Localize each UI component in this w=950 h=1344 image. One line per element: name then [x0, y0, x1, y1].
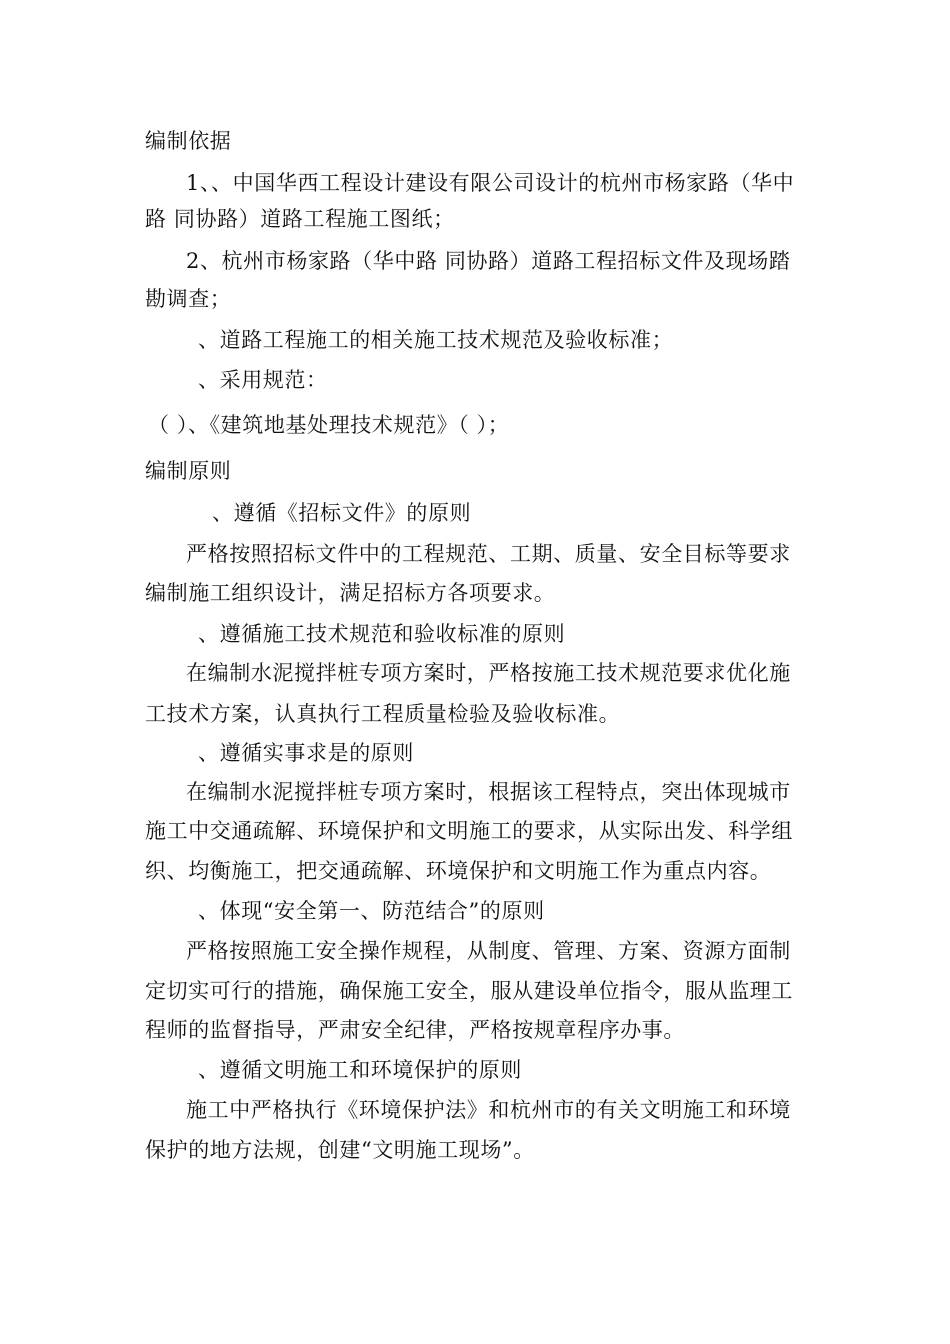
basis-item-4: 、采用规范：	[198, 368, 328, 392]
principle-1-text-line-2: 编制施工组织设计，满足招标方各项要求。	[145, 581, 556, 605]
principle-2-text-line-1: 在编制水泥搅拌桩专项方案时，严格按施工技术规范要求优化施	[186, 661, 791, 685]
principle-1-text-line-1: 严格按照招标文件中的工程规范、工期、质量、安全目标等要求	[186, 542, 791, 566]
principle-3-heading: 、遵循实事求是的原则	[198, 741, 414, 765]
principle-3-text-line-1: 在编制水泥搅拌桩专项方案时，根据该工程特点，突出体现城市	[186, 780, 791, 804]
basis-item-2-line-2: 勘调查；	[145, 287, 232, 311]
section-heading-principles: 编制原则	[145, 459, 232, 483]
principle-3-text-line-2: 施工中交通疏解、环境保护和文明施工的要求，从实际出发、科学组	[145, 819, 793, 843]
principle-5-heading: 、遵循文明施工和环境保护的原则	[198, 1058, 522, 1082]
section-heading-basis: 编制依据	[145, 129, 232, 153]
principle-2-heading: 、遵循施工技术规范和验收标准的原则	[198, 622, 566, 646]
principle-4-heading: 、体现“安全第一、防范结合”的原则	[198, 899, 545, 923]
basis-item-1-line-1: 1、、中国华西工程设计建设有限公司设计的杭州市杨家路（华中	[186, 171, 795, 195]
principle-5-text-line-2: 保护的地方法规，创建“文明施工现场”。	[145, 1138, 535, 1162]
principle-1-heading: 、遵循《招标文件》的原则	[212, 501, 472, 525]
principle-3-text-line-3: 织、均衡施工，把交通疏解、环境保护和文明施工作为重点内容。	[145, 859, 772, 883]
basis-item-1-line-2: 路 同协路）道路工程施工图纸；	[145, 207, 455, 231]
principle-4-text-line-3: 程师的监督指导，严肃安全纪律，严格按规章程序办事。	[145, 1018, 685, 1042]
principle-4-text-line-1: 严格按照施工安全操作规程，从制度、管理、方案、资源方面制	[186, 939, 791, 963]
principle-4-text-line-2: 定切实可行的措施，确保施工安全，服从建设单位指令，服从监理工	[145, 979, 793, 1003]
basis-item-4-spec: （ ）、《建筑地基处理技术规范》（ ）；	[148, 413, 510, 437]
principle-5-text-line-1: 施工中严格执行《环境保护法》和杭州市的有关文明施工和环境	[186, 1098, 791, 1122]
basis-item-2-line-1: 2、杭州市杨家路（华中路 同协路）道路工程招标文件及现场踏	[186, 249, 791, 273]
principle-2-text-line-2: 工技术方案，认真执行工程质量检验及验收标准。	[145, 702, 621, 726]
basis-item-3: 、道路工程施工的相关施工技术规范及验收标准；	[198, 328, 674, 352]
